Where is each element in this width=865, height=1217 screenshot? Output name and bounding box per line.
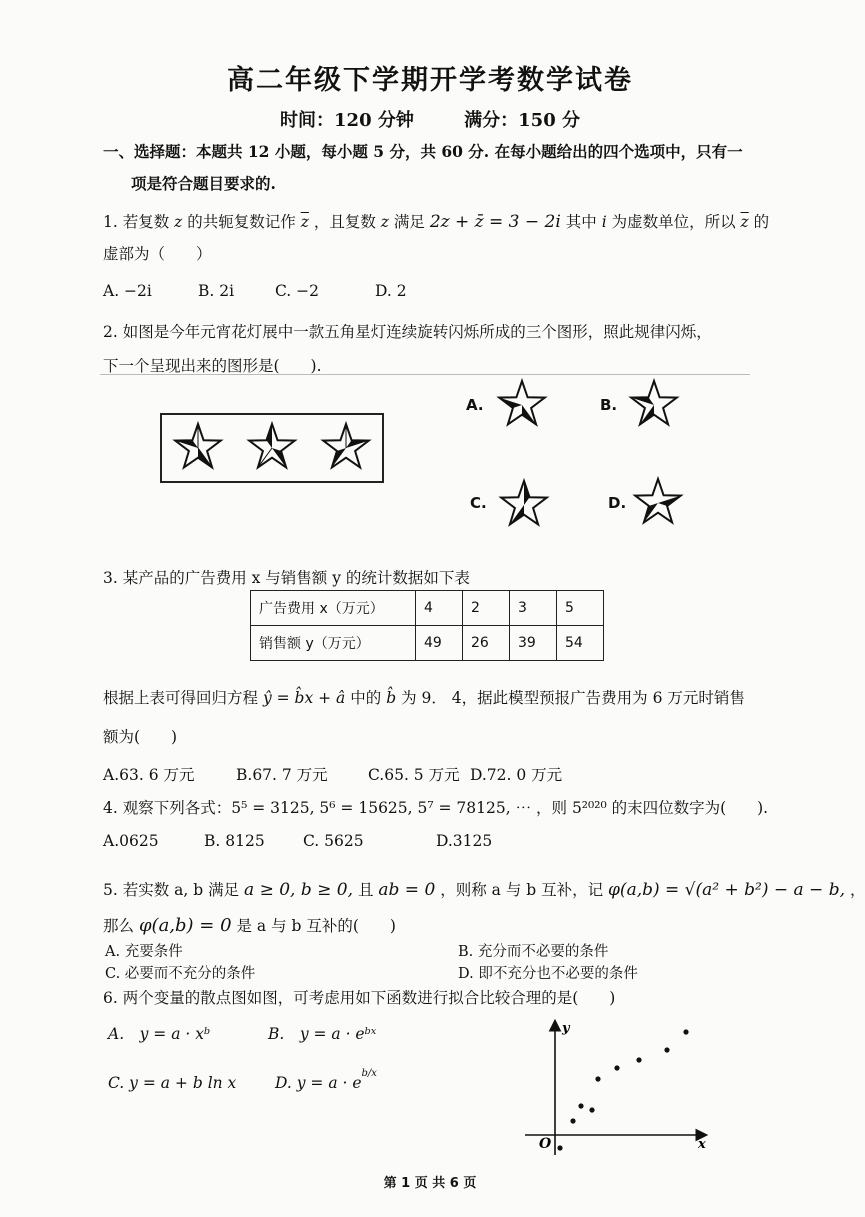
q5-option-b: B. 充分而不必要的条件 <box>458 944 609 960</box>
q6-option-a: A. y = a · xᵇ <box>108 1025 211 1043</box>
q3-option-c: C.65. 5 万元 <box>368 766 460 784</box>
q2-option-a-star-icon <box>494 378 550 430</box>
scatter-point <box>595 1076 600 1081</box>
q2-option-d-label: D. <box>608 494 627 512</box>
q3-data-table-wrap <box>250 590 604 661</box>
question-2-line1: 2. 如图是今年元宵花灯展中一款五角星灯连续旋转闪烁所成的三个图形，照此规律闪烁， <box>103 323 712 341</box>
question-3-line1: 根据上表可得回归方程 ŷ = b̂x + â 中的 b̂ 为 9． 4，据此模型预报广告费用为 6 万元时销售 <box>103 689 745 707</box>
q1-option-d: D. 2 <box>375 282 407 300</box>
scatter-point <box>683 1029 688 1034</box>
question-6: 6. 两个变量的散点图如图，可考虑用如下函数进行拟合比较合理的是( ) <box>103 989 616 1007</box>
origin-label: O <box>539 1136 552 1152</box>
scatter-point <box>570 1118 575 1123</box>
question-5-line1: 5. 若实数 a, b 满足 a ≥ 0, b ≥ 0, 且 ab = 0 ，则称 a 与 b 互补，记 φ(a,b) = √(a² + b²) − a − b, ， <box>103 880 865 900</box>
scatter-point <box>557 1145 562 1150</box>
q5-option-a: A. 充要条件 <box>105 944 183 960</box>
x-axis-label: x <box>698 1137 706 1152</box>
q6-option-c: C. y = a + b ln x <box>108 1074 237 1092</box>
exam-time: 时间：120 分钟 <box>280 110 414 131</box>
question-4: 4. 观察下列各式：5⁵ = 3125, 5⁶ = 15625, 5⁷ = 78125, ⋯ ，则 5²⁰²⁰ 的末四位数字为( ). <box>103 799 769 817</box>
q5-option-d: D. 即不充分也不必要的条件 <box>458 966 638 982</box>
q2-option-b-star-icon <box>626 378 682 430</box>
scatter-point <box>664 1047 669 1052</box>
scatter-point <box>614 1065 619 1070</box>
q4-option-a: A.0625 <box>103 832 159 850</box>
q2-option-a-label: A. <box>466 396 484 414</box>
question-1-line1: 1. 若复数 z 的共轭复数记作 $\overline{z}$ ，且复数 z 满足 2z + z̄ = 3 − 2i 其中 i 为虚数单位，所以 $\overline{z}$ 的 <box>103 212 770 232</box>
page-title: 高二年级下学期开学考数学试卷 <box>227 65 633 96</box>
star-2-icon <box>249 424 295 467</box>
section-heading-line1: 一、选择题：本题共 12 小题，每小题 5 分，共 60 分. 在每小题给出的四个选项中，只有一 <box>103 142 743 161</box>
y-axis-label: y <box>562 1021 570 1036</box>
exam-info <box>0 106 860 132</box>
question-3-intro: 3. 某产品的广告费用 x 与销售额 y 的统计数据如下表 <box>103 569 470 587</box>
scatter-plot <box>520 1010 720 1160</box>
q1-option-a: A. −2i <box>103 282 152 300</box>
q2-option-c-label: C. <box>470 494 487 512</box>
star-sequence-box <box>160 413 384 483</box>
question-1-line2: 虚部为（ ） <box>103 245 212 263</box>
q1-option-c: C. −2 <box>275 282 320 300</box>
star-sequence-figure <box>162 415 382 481</box>
q2-option-c-star-icon <box>496 478 552 530</box>
q6-option-b: B. y = a · eᵇˣ <box>268 1025 377 1043</box>
q3-option-b: B.67. 7 万元 <box>236 766 328 784</box>
section-heading-line2: 项是符合题目要求的. <box>131 174 276 193</box>
scatter-point <box>578 1103 583 1108</box>
star-1-icon <box>175 424 221 467</box>
scatter-point <box>636 1057 641 1062</box>
q3-option-d: D.72. 0 万元 <box>470 766 563 784</box>
q4-option-c: C. 5625 <box>303 832 364 850</box>
q5-option-c: C. 必要而不充分的条件 <box>105 966 256 982</box>
scatter-point <box>589 1107 594 1112</box>
question-5-line2: 那么 φ(a,b) = 0 是 a 与 b 互补的( ) <box>103 915 396 936</box>
q1-option-b: B. 2i <box>198 282 235 300</box>
q3-data-table <box>250 590 604 661</box>
question-3-line2: 额为( ) <box>103 728 178 746</box>
q6-option-d: D. $y = a \cdot e^{b/x}$ <box>275 1068 377 1093</box>
q4-option-d: D.3125 <box>436 832 493 850</box>
q3-option-a: A.63. 6 万元 <box>103 766 195 784</box>
q4-option-b: B. 8125 <box>204 832 265 850</box>
q2-option-b-label: B. <box>600 396 618 414</box>
exam-score: 满分：150 分 <box>464 110 580 131</box>
star-3-icon <box>323 424 369 467</box>
q2-option-d-star-icon <box>630 476 686 528</box>
table-row: 销售额 y（万元） 49 26 39 54 <box>251 626 604 661</box>
question-2-line2: 下一个呈现出来的图形是( ). <box>103 357 322 375</box>
page-footer: 第 1 页 共 6 页 <box>383 1176 477 1191</box>
table-row: 广告费用 x（万元） 4 2 3 5 <box>251 591 604 626</box>
